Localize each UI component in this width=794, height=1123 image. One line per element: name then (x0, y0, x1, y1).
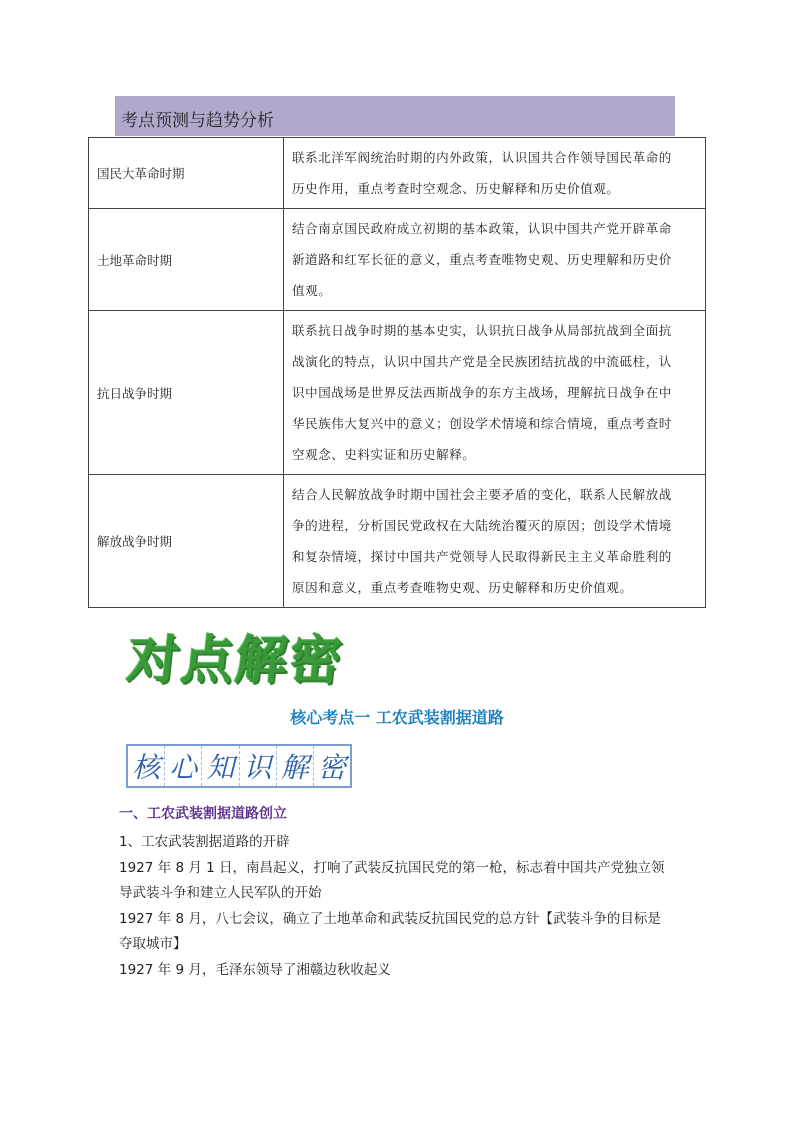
exam-topics-table (88, 137, 706, 608)
description-line: 联系抗日战争时期的基本史实，认识抗日战争从局部抗战到全面抗 (292, 323, 672, 338)
body-line: 1927 年 8 月，八七会议，确立了土地革命和武装反抗国民党的总方针【武装斗争的目标是 (119, 910, 661, 927)
description-line: 华民族伟大复兴中的意义；创设学术情境和综合情境，重点考查时 (292, 416, 672, 431)
decoration-char: 心 (165, 746, 202, 786)
section-banner (115, 96, 675, 136)
decoration-char: 解 (277, 746, 314, 786)
sub-heading: 一、工农武装割据道路创立 (119, 806, 287, 822)
decoration-char: 识 (240, 746, 277, 786)
decoration-char: 密 (317, 751, 346, 784)
period-cell: 土地革命时期 (89, 209, 284, 311)
description-line: 识中国战场是世界反法西斯战争的东方主战场，理解抗日战争在中 (292, 385, 672, 400)
table-row (89, 475, 706, 608)
decoration-char: 知 (202, 746, 239, 786)
table-row (89, 138, 706, 209)
body-line: 1、工农武装割据道路的开辟 (119, 834, 290, 850)
period-cell: 国民大革命时期 (89, 138, 284, 209)
knowledge-decoration-box (126, 744, 352, 788)
period-cell: 解放战争时期 (89, 475, 284, 608)
description-line: 争的进程，分析国民党政权在大陆统治覆灭的原因；创设学术情境 (292, 518, 672, 533)
description-line: 结合人民解放战争时期中国社会主要矛盾的变化，联系人民解放战 (292, 487, 672, 502)
description-line: 空观念、史料实证和历史解释。 (292, 447, 476, 462)
table-row (89, 311, 706, 475)
description-line: 新道路和红军长征的意义，重点考查唯物史观、历史理解和历史价 (292, 252, 672, 267)
description-cell (284, 475, 706, 608)
body-text (119, 830, 689, 983)
period-cell: 抗日战争时期 (89, 311, 284, 475)
decoration-char: 核 (128, 746, 165, 786)
decorative-title: 对点解密 (124, 631, 347, 691)
description-line: 战演化的特点，认识中国共产党是全民族团结抗战的中流砥柱，认 (292, 354, 672, 369)
description-line: 原因和意义，重点考查唯物史观、历史解释和历史价值观。 (292, 580, 633, 595)
description-line: 值观。 (292, 283, 332, 298)
body-line: 夺取城市】 (119, 936, 187, 952)
body-line: 1927 年 8 月 1 日，南昌起义，打响了武装反抗国民党的第一枪，标志着中国共产党独立领 (119, 859, 665, 876)
body-line: 1927 年 9 月，毛泽东领导了湘赣边秋收起义 (119, 961, 391, 978)
description-cell (284, 138, 706, 209)
core-topic-heading: 核心考点一 工农武装割据道路 (290, 708, 504, 727)
description-cell (284, 209, 706, 311)
banner-title: 考点预测与趋势分析 (121, 111, 274, 131)
description-line: 和复杂情境，探讨中国共产党领导人民取得新民主主义革命胜利的 (292, 549, 672, 564)
description-line: 结合南京国民政府成立初期的基本政策，认识中国共产党开辟革命 (292, 221, 672, 236)
description-cell (284, 311, 706, 475)
table-row (89, 209, 706, 311)
description-line: 历史作用，重点考查时空观念、历史解释和历史价值观。 (292, 181, 620, 196)
body-line: 导武装斗争和建立人民军队的开始 (119, 885, 322, 901)
description-line: 联系北洋军阀统治时期的内外政策，认识国共合作领导国民革命的 (292, 150, 672, 165)
